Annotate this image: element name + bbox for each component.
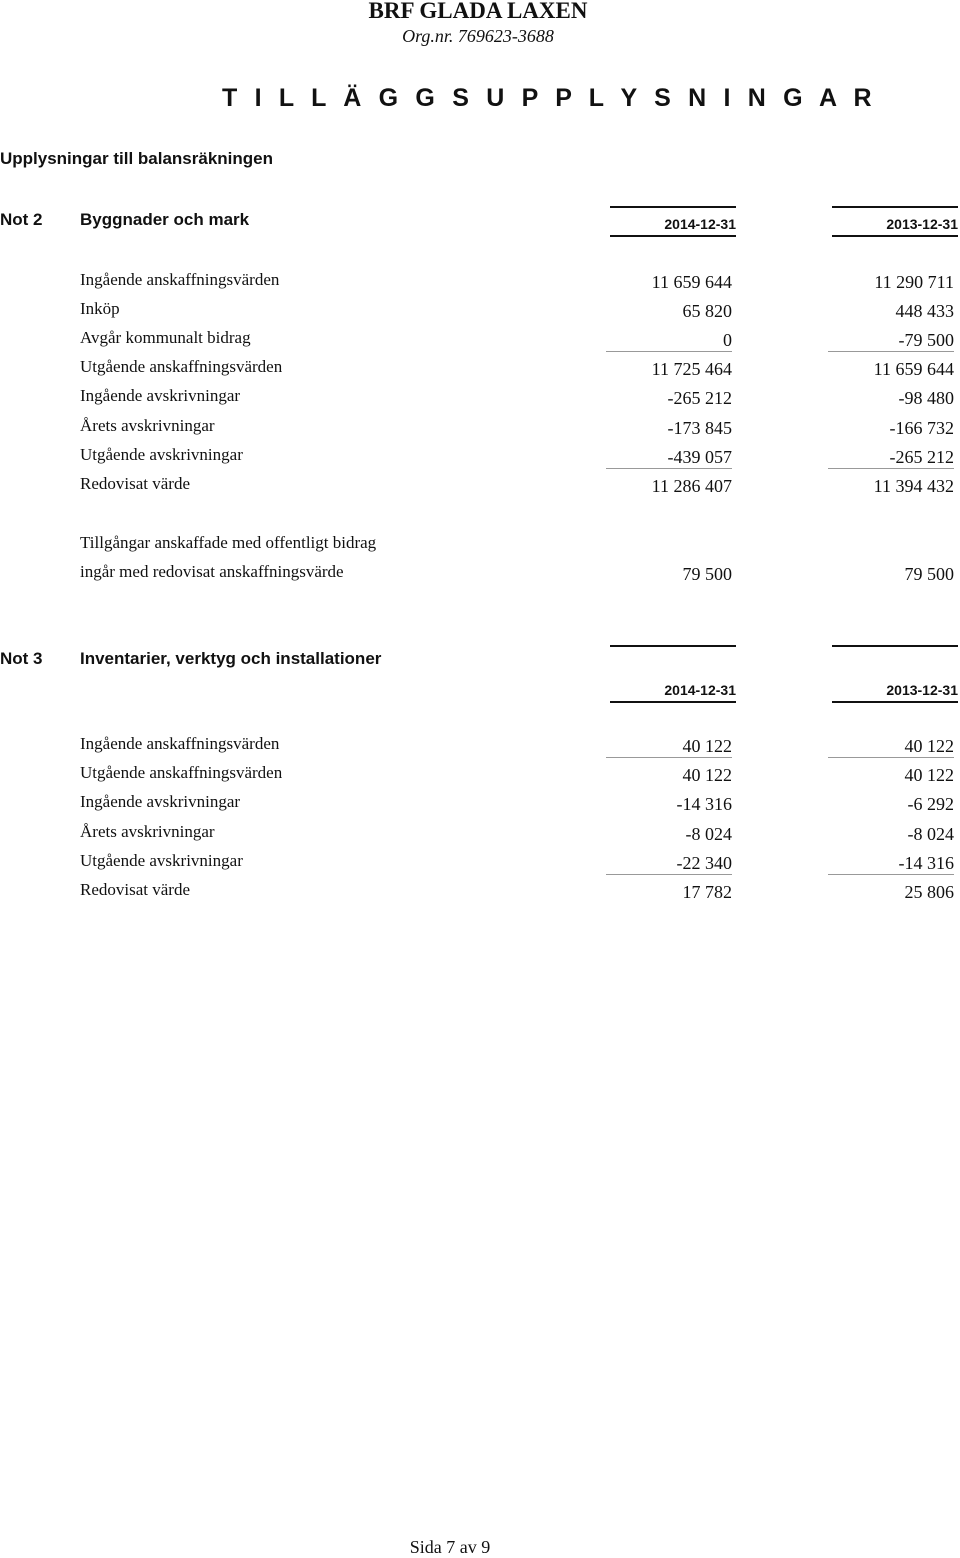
table-row: [0, 880, 960, 909]
value-2014: 11 725 464: [651, 359, 732, 380]
row-label: Ingående anskaffningsvärden: [80, 270, 280, 289]
note2-grant-value-2013: 79 500: [904, 564, 954, 584]
row-label: Utgående avskrivningar: [80, 850, 243, 870]
value-2014: -14 316: [676, 794, 732, 815]
row-label: Utgående anskaffningsvärden: [80, 357, 283, 377]
value-2013: -265 212: [828, 447, 954, 469]
note2-grant-line1: Tillgångar anskaffade med offentligt bidrag: [80, 533, 377, 552]
table-row: [0, 299, 960, 328]
value-2013: 40 122: [904, 765, 954, 786]
note2-col1-underline: [610, 235, 736, 237]
row-label: Årets avskrivningar: [80, 821, 215, 841]
row-label: Ingående avskrivningar: [80, 792, 241, 812]
table-row: [0, 445, 960, 474]
table-row: [0, 328, 960, 357]
value-2014: 40 122: [606, 736, 732, 758]
company-name: BRF GLADA LAXEN: [368, 0, 588, 23]
value-2014: 65 820: [682, 301, 732, 322]
note2-grant-line2: ingår med redovisat anskaffningsvärde: [80, 562, 344, 581]
value-2013: -79 500: [828, 330, 954, 352]
table-row: [0, 734, 960, 763]
note2-col1-header: 2014-12-31: [664, 216, 736, 232]
note2-col2-underline: [832, 235, 958, 237]
row-label: Ingående avskrivningar: [80, 386, 241, 406]
table-row: [0, 763, 960, 792]
note3-number: Not 3: [0, 649, 43, 668]
note3-col2-header: 2013-12-31: [886, 682, 958, 698]
row-label: Redovisat värde: [80, 473, 190, 493]
note2-col2-topline: [832, 206, 958, 208]
note2-col2-header: 2013-12-31: [886, 216, 958, 232]
value-2014: 0: [606, 330, 732, 352]
value-2013: 25 806: [904, 882, 954, 902]
value-2014: 11 286 407: [651, 475, 732, 496]
row-label: Utgående avskrivningar: [80, 444, 243, 464]
value-2013: -8 024: [907, 823, 954, 844]
note3-title: Inventarier, verktyg och installationer: [80, 649, 382, 668]
org-number: Org.nr. 769623-3688: [402, 26, 554, 46]
note3-col2-topline: [832, 645, 958, 647]
value-2014: -439 057: [606, 447, 732, 469]
page-number: Sida 7 av 9: [409, 1537, 491, 1557]
table-row: [0, 416, 960, 445]
note2-col1-topline: [610, 206, 736, 208]
value-2013: 11 394 432: [873, 475, 954, 496]
value-2013: -6 292: [907, 794, 954, 815]
note2-title: Byggnader och mark: [80, 210, 250, 229]
table-row: [0, 270, 960, 299]
note3-col2-underline: [832, 701, 958, 703]
value-2014: -22 340: [606, 853, 732, 875]
page-title: T I L L Ä G G S U P P L Y S N I N G A R: [222, 84, 877, 112]
table-row: [0, 822, 960, 851]
value-2013: 448 433: [895, 301, 954, 322]
row-label: Årets avskrivningar: [80, 415, 215, 435]
note3-col1-underline: [610, 701, 736, 703]
value-2013: -14 316: [828, 853, 954, 875]
value-2014: 40 122: [682, 765, 732, 786]
table-row: [0, 474, 960, 503]
row-label: Inköp: [80, 299, 120, 319]
value-2013: 40 122: [828, 736, 954, 758]
note2-grant-value-2014: 79 500: [682, 564, 732, 584]
value-2013: 11 290 711: [874, 272, 954, 292]
table-row: [0, 357, 960, 386]
value-2014: -8 024: [685, 823, 732, 844]
note2-number: Not 2: [0, 210, 43, 229]
table-row: [0, 386, 960, 415]
value-2014: 11 659 644: [651, 272, 732, 292]
value-2013: -166 732: [889, 417, 954, 438]
value-2014: -173 845: [667, 417, 732, 438]
value-2014: 17 782: [682, 882, 732, 902]
row-label: Utgående anskaffningsvärden: [80, 763, 283, 783]
value-2013: 11 659 644: [873, 359, 954, 380]
section-title: Upplysningar till balansräkningen: [0, 149, 273, 168]
row-label: Redovisat värde: [80, 880, 190, 899]
note3-col1-header: 2014-12-31: [664, 682, 736, 698]
table-row: [0, 851, 960, 880]
table-row: [0, 792, 960, 821]
value-2013: -98 480: [898, 388, 954, 409]
row-label: Ingående anskaffningsvärden: [80, 734, 280, 753]
value-2014: -265 212: [667, 388, 732, 409]
row-label: Avgår kommunalt bidrag: [80, 328, 251, 348]
note3-col1-topline: [610, 645, 736, 647]
